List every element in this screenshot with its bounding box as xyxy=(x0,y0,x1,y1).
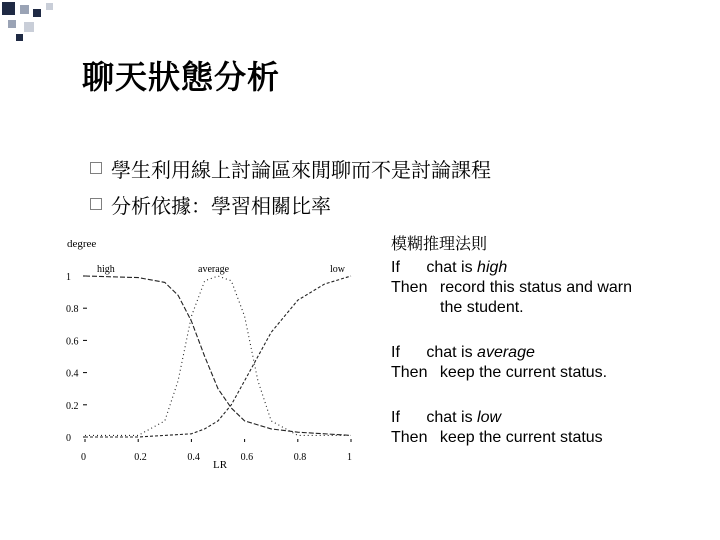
series-line-average xyxy=(85,276,351,435)
rule-then: Then xyxy=(391,429,428,446)
rule-cond: chat is xyxy=(426,259,473,276)
rule-action: keep the current status. xyxy=(439,364,608,381)
rule-action-cont: the student. xyxy=(440,299,524,316)
rules-title: 模糊推理法則 xyxy=(391,234,488,253)
x-tick-label: 0 xyxy=(81,452,86,463)
bullet-box-icon xyxy=(90,198,102,210)
membership-chart xyxy=(55,232,365,472)
y-axis-label: degree xyxy=(67,238,97,250)
rule-cond: chat is xyxy=(426,344,473,361)
series-label-average: average xyxy=(198,264,230,275)
rule-then: Then xyxy=(391,364,428,381)
rule-action: record this status and warn xyxy=(439,279,633,296)
rule-low xyxy=(391,408,711,448)
corner-decoration xyxy=(0,0,60,45)
y-tick-label: 1 xyxy=(66,272,71,283)
y-tick-label: 0.6 xyxy=(66,336,79,348)
rules-panel xyxy=(391,234,711,473)
rule-state: high xyxy=(477,259,508,276)
bullet-item xyxy=(90,150,491,186)
bullet-text: 分析依據：學習相關比率 xyxy=(111,193,331,218)
rule-state: low xyxy=(477,409,502,426)
x-tick-label: 0.2 xyxy=(134,452,147,463)
rule-if: If xyxy=(391,409,400,426)
y-tick-label: 0.4 xyxy=(66,368,79,380)
rule-then: Then xyxy=(391,279,428,296)
series-label-high: high xyxy=(97,264,115,275)
bullet-text: 學生利用線上討論區來閒聊而不是討論課程 xyxy=(111,157,491,182)
page-title: 聊天狀態分析 xyxy=(82,58,281,96)
y-tick-label: 0.8 xyxy=(66,304,79,316)
bullet-list xyxy=(90,150,491,222)
rule-state: average xyxy=(477,344,535,361)
rule-cond: chat is xyxy=(426,409,473,426)
x-tick-label: 0.6 xyxy=(240,452,254,463)
series-line-low xyxy=(85,276,351,437)
rule-average xyxy=(391,343,711,383)
series-label-low: low xyxy=(330,264,345,275)
y-tick-label: 0.2 xyxy=(66,400,79,412)
y-tick-label: 0 xyxy=(66,433,71,444)
bullet-box-icon xyxy=(90,162,102,174)
x-tick-label: 1 xyxy=(347,452,352,463)
rule-high xyxy=(391,258,711,318)
x-tick-label: 0.8 xyxy=(293,452,307,463)
x-axis-label: LR xyxy=(213,459,228,471)
bullet-item xyxy=(90,186,491,222)
rule-if: If xyxy=(391,344,400,361)
series-line-high xyxy=(85,276,351,435)
rule-action: keep the current status xyxy=(439,429,603,446)
x-tick-label: 0.4 xyxy=(187,452,200,463)
rule-if: If xyxy=(391,259,400,276)
